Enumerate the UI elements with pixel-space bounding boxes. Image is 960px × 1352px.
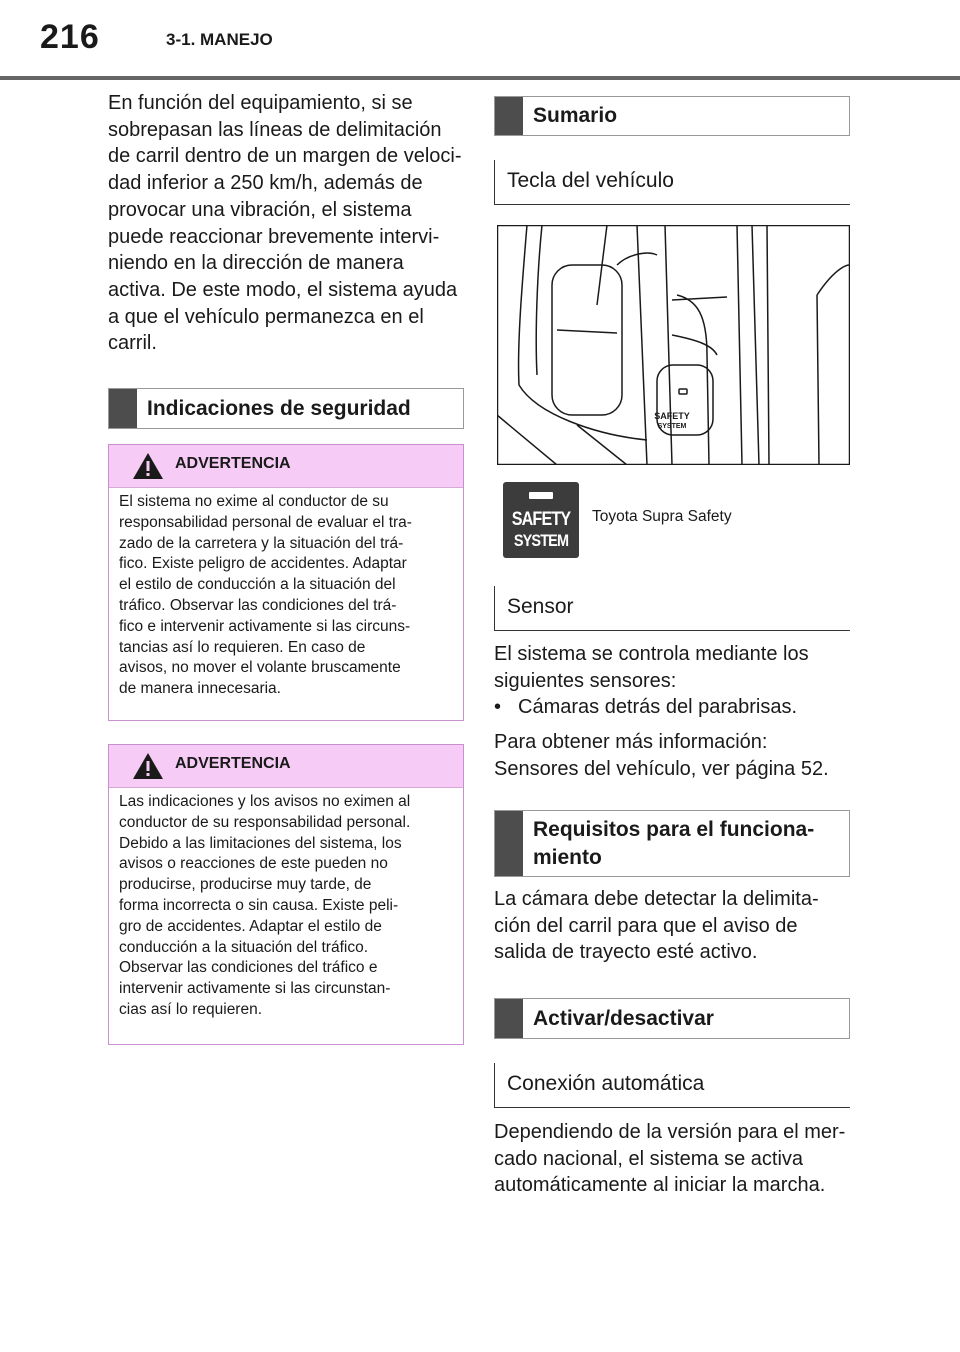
sumario-heading-text: Sumario (533, 104, 618, 127)
warning-header (109, 445, 463, 488)
conexion-subheading-text: Conexión automática (507, 1072, 705, 1095)
text-line: Para obtener más información: (494, 731, 768, 754)
text-line: avisos, no mover el volante bruscamente (119, 659, 401, 677)
text-line: provocar una vibración, el sistema (108, 198, 412, 221)
text-line: El sistema se controla mediante los (494, 643, 809, 665)
warning-label: ADVERTENCIA (175, 755, 291, 772)
text-line: puede reaccionar brevemente intervi- (108, 225, 440, 248)
text-line: El sistema no exime al conductor de su (119, 493, 389, 510)
sumario-heading (494, 96, 850, 136)
text-line: gro de accidentes. Adaptar el estilo de (119, 917, 382, 935)
text-line: En función del equipamiento, si se (108, 92, 413, 114)
text-line: cado nacional, el sistema se activa (494, 1147, 804, 1170)
text-line: zado de la carretera y la situación del trá- (119, 534, 404, 552)
heading-bar (495, 811, 523, 876)
warning-header (109, 745, 463, 788)
text-line: fico e intervenir activamente si las circuns- (119, 617, 411, 635)
badge-indicator (529, 492, 553, 499)
text-line: el estilo de conducción a la situación del (119, 576, 396, 594)
text-line: dad inferior a 250 km/h, además de (108, 172, 423, 195)
vehicle-console-figure (497, 225, 850, 465)
text-line: conducción a la situación del tráfico. (119, 938, 369, 956)
heading-line: miento (533, 845, 602, 869)
intro-paragraph (108, 90, 468, 357)
text-line: niendo en la dirección de manera (108, 252, 404, 275)
text-line: tráfico. Observar las condiciones del trá- (119, 596, 397, 614)
section-title: 3-1. MANEJO (166, 30, 273, 49)
activar-heading-text: Activar/desactivar (533, 1006, 714, 1030)
text-line: salida de trayecto esté activo. (494, 941, 758, 964)
text-line: tancias así lo requieren. En caso de (119, 638, 366, 656)
text-line: producirse, producirse muy tarde, de (119, 876, 372, 894)
warning-triangle-icon (131, 751, 165, 781)
requisitos-heading-text (533, 816, 814, 872)
safety-heading-text: Indicaciones de seguridad (147, 396, 411, 420)
warning-body (109, 788, 463, 1021)
page-number: 216 (40, 18, 100, 56)
text-line: Las indicaciones y los avisos no eximen al (119, 793, 411, 810)
tecla-subheading (494, 160, 850, 205)
text-line: intervenir activamente si las circunstan- (119, 980, 391, 998)
bullet-text: Cámaras detrás del parabrisas. (518, 696, 798, 719)
text-line: activa. De este modo, el sistema ayuda (108, 278, 458, 301)
text-line: ción del carril para que el aviso de (494, 914, 798, 937)
heading-bar (109, 389, 137, 428)
activar-heading (494, 998, 850, 1039)
heading-bar (495, 999, 523, 1038)
safety-heading (108, 388, 464, 429)
bullet-item (494, 694, 854, 721)
conexion-paragraph (494, 1119, 854, 1199)
badge-caption: Toyota Supra Safety (592, 508, 732, 525)
sensor-subheading-text: Sensor (507, 595, 574, 618)
text-line: de manera innecesaria. (119, 680, 281, 698)
text-line: sobrepasan las líneas de delimitación (108, 118, 442, 141)
warning-body (109, 488, 463, 700)
header-divider (0, 76, 960, 80)
figure-button-label-1: SAFETY (654, 411, 690, 421)
warning-triangle-icon (131, 451, 165, 481)
badge-line-2: SYSTEM (513, 531, 569, 550)
conexion-subheading (494, 1063, 850, 1108)
text-line: Observar las condiciones del tráfico e (119, 959, 378, 977)
text-line: responsabilidad personal de evaluar el tra- (119, 513, 412, 531)
text-line: fico. Existe peligro de accidentes. Adaptar (119, 555, 407, 573)
figure-button-label-2: SYSTEM (657, 423, 687, 430)
text-line: avisos o reacciones de este pueden no (119, 855, 388, 873)
text-line: forma incorrecta o sin causa. Existe peli- (119, 896, 399, 914)
heading-line: Requisitos para el funciona- (533, 817, 815, 841)
text-line: Debido a las limitaciones del sistema, los (119, 834, 402, 852)
sensor-subheading (494, 586, 850, 631)
text-line: Sensores del vehículo, ver página 52. (494, 757, 829, 780)
text-line: cias así lo requieren. (119, 1000, 263, 1018)
badge-line-1: SAFETY (511, 509, 571, 530)
text-line: siguientes sensores: (494, 669, 677, 692)
text-line: Dependiendo de la versión para el mer- (494, 1121, 846, 1143)
safety-system-badge (503, 482, 579, 558)
heading-bar (495, 97, 523, 135)
text-line: conductor de su responsabilidad personal. (119, 813, 411, 831)
warning-label: ADVERTENCIA (175, 455, 291, 472)
text-line: La cámara debe detectar la delimita- (494, 888, 819, 910)
warning-box-1 (108, 444, 464, 721)
requisitos-heading (494, 810, 850, 877)
requisitos-paragraph (494, 886, 854, 966)
text-line: de carril dentro de un margen de veloci- (108, 145, 462, 168)
text-line: carril. (108, 332, 157, 355)
sensor-paragraph (494, 641, 854, 783)
bullet-icon: • (494, 696, 502, 719)
warning-box-2 (108, 744, 464, 1045)
tecla-subheading-text: Tecla del vehículo (507, 169, 674, 192)
text-line: a que el vehículo permanezca en el (108, 305, 424, 328)
text-line: automáticamente al iniciar la marcha. (494, 1174, 826, 1197)
